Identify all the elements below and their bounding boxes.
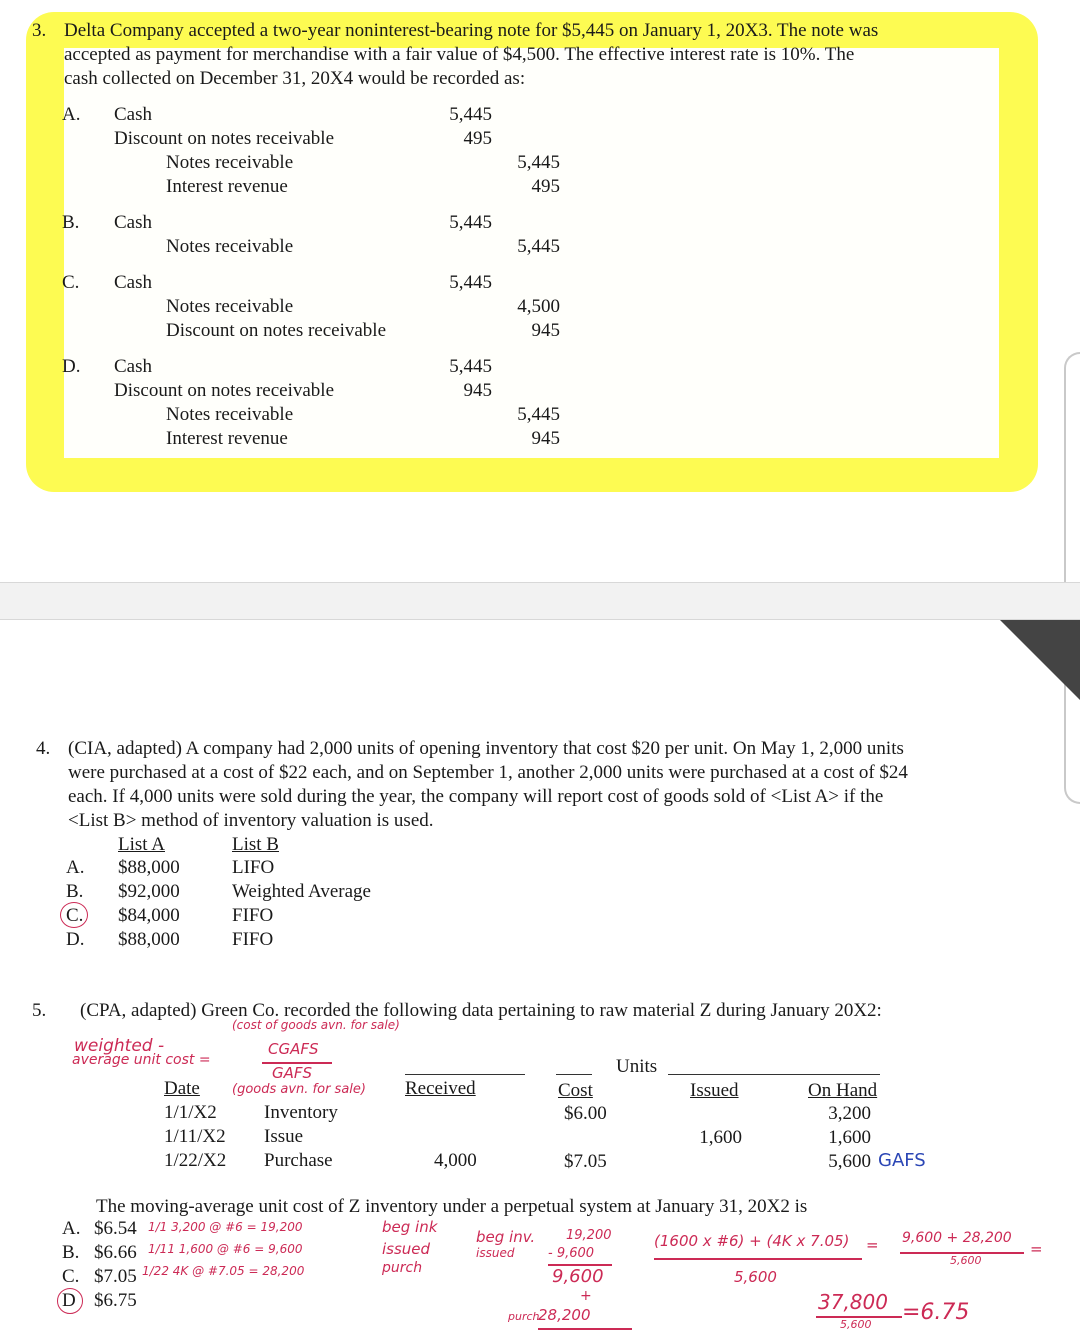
note-cgafs: (cost of goods avn. for sale) [232,1018,400,1032]
q5-r3-desc: Purchase [264,1150,333,1171]
q5-line1: (CPA, adapted) Green Co. recorded the following data pertaining to raw material Z during January 20X2: [80,1000,882,1021]
formula-bar [654,1258,862,1260]
q3-b-letter: B. [62,212,80,233]
q4-c-value: $84,000 [118,905,180,926]
result: 37,800 [818,1290,888,1314]
label-purch-2: purch [508,1310,540,1323]
q5-r2-issued: 1,600 [699,1127,742,1148]
note-gafs-den: GAFS [272,1064,313,1082]
q3-a-d2: 495 [463,128,492,149]
q3-d-d2: 945 [463,380,492,401]
q4-b-letter: B. [66,881,84,902]
q5-c-value: $7.05 [94,1266,137,1287]
note-weighted: weighted - [74,1036,165,1056]
q5-r3-date: 1/22/X2 [164,1150,227,1171]
q3-d-d1: 5,445 [449,356,492,377]
calc-row-1: 1/1 3,200 @ #6 = 19,200 [148,1220,303,1234]
page-separator [0,582,1080,620]
formula-den: 5,600 [734,1268,777,1286]
q5-r2-desc: Issue [264,1126,304,1147]
label-purch: purch [382,1260,423,1276]
q5-r1-date: 1/1/X2 [164,1102,217,1123]
q5-question: The moving-average unit cost of Z inventory under a perpetual system at January 31, 20X2 is [96,1196,808,1217]
q4-a-method: LIFO [232,857,275,878]
q3-c-c3: 945 [531,320,560,341]
q4-number: 4. [36,738,51,759]
q3-c-c2: 4,500 [517,296,560,317]
q3-d-r1: Cash [114,356,152,377]
q4-b-value: $92,000 [118,881,180,902]
units-rule-left [556,1074,592,1075]
q4-a-value: $88,000 [118,857,180,878]
q5-r3-cost: $7.05 [564,1151,607,1172]
q5-h-date: Date [164,1078,200,1099]
q3-line2: accepted as payment for merchandise with a fair value of $4,500. The effective interest rate is 10%. The [64,44,855,65]
scrollbar[interactable] [1064,352,1080,804]
q4-line2: were purchased at a cost of $22 each, and on September 1, another 2,000 units were purchased at a cost of $24 [68,762,908,783]
page-corner [1000,620,1080,700]
q3-a-letter: A. [62,104,81,125]
q4-c-method: FIFO [232,905,274,926]
q3-c-r2: Notes receivable [166,296,294,317]
calc-v3: 9,600 [552,1266,604,1287]
final-answer: =6.75 [902,1300,970,1325]
label-issued-2: issued [476,1246,515,1260]
q4-d-method: FIFO [232,929,274,950]
q4-head-b: List B [232,834,279,855]
q3-c-r3: Discount on notes receivable [166,320,387,341]
q4-a-letter: A. [66,857,85,878]
formula-2-eq: = [1030,1240,1043,1258]
q5-a-value: $6.54 [94,1218,137,1239]
q3-a-r4: Interest revenue [166,176,288,197]
q3-line1: Delta Company accepted a two-year noninterest-bearing note for $5,445 on January 1, 20X3. The note was [64,20,879,41]
q4-d-letter: D. [66,929,85,950]
q3-c-letter: C. [62,272,80,293]
q5-b-letter: B. [62,1242,80,1263]
label-beg-inv: beg inv. [476,1228,536,1246]
result-den: 5,600 [840,1318,872,1331]
q5-c-letter: C. [62,1266,80,1287]
q5-h-received: Received [405,1078,476,1099]
q5-a-letter: A. [62,1218,81,1239]
formula-2-den: 5,600 [950,1254,982,1267]
q3-line3: cash collected on December 31, 20X4 would be recorded as: [64,68,526,89]
note-gafs-tag: GAFS [878,1150,926,1171]
q5-r1-desc: Inventory [264,1102,338,1123]
q3-d-c4: 945 [531,428,560,449]
formula-2: 9,600 + 28,200 [902,1230,1012,1246]
units-rule-mid [405,1074,525,1075]
q3-a-d1: 5,445 [449,104,492,125]
q5-r1-onhand: 3,200 [828,1103,871,1124]
note-cgafs-num: CGAFS [268,1040,319,1058]
q3-a-r1: Cash [114,104,152,125]
q3-a-c4: 495 [531,176,560,197]
calc-rule-2 [538,1328,632,1330]
calc-v1: 19,200 [566,1228,612,1243]
q4-line4: <List B> method of inventory valuation is used. [68,810,434,831]
q3-d-r4: Interest revenue [166,428,288,449]
calc-row-2: 1/11 1,600 @ #6 = 9,600 [148,1242,303,1256]
formula-eq: = [866,1236,879,1254]
q4-head-a: List A [118,834,165,855]
q4-c-letter: C. [66,905,84,926]
q5-h-issued: Issued [690,1080,739,1101]
q5-b-value: $6.66 [94,1242,137,1263]
q3-a-c3: 5,445 [517,152,560,173]
formula: (1600 x #6) + (4K x 7.05) [654,1232,850,1250]
q5-d-letter: D [62,1290,76,1311]
note-gafs: (goods avn. for sale) [232,1082,366,1097]
note-avg-cost: average unit cost = [72,1052,211,1068]
q4-b-method: Weighted Average [232,881,371,902]
calc-v2: - 9,600 [548,1246,595,1261]
q3-d-r3: Notes receivable [166,404,294,425]
q3-d-letter: D. [62,356,81,377]
q4-line3: each. If 4,000 units were sold during the year, the company will report cost of goods sold of <List A> if the [68,786,884,807]
q4-d-value: $88,000 [118,929,180,950]
q3-b-d1: 5,445 [449,212,492,233]
q3-c-d1: 5,445 [449,272,492,293]
calc-v4: 28,200 [538,1306,591,1324]
q3-a-r2: Discount on notes receivable [114,128,335,149]
q5-d-value: $6.75 [94,1290,137,1311]
q5-r3-onhand: 5,600 [828,1151,871,1172]
q5-number: 5. [32,1000,47,1021]
calc-row-3: 1/22 4K @ #7.05 = 28,200 [142,1264,305,1278]
q3-d-c3: 5,445 [517,404,560,425]
q5-h-cost: Cost [558,1080,593,1101]
label-issued: issued [382,1240,431,1258]
label-beg: beg ink [382,1218,438,1236]
q4-line1: (CIA, adapted) A company had 2,000 units of opening inventory that cost $20 per unit. On May 1, 2,000 units [68,738,904,759]
q3-b-r2: Notes receivable [166,236,294,257]
q3-number: 3. [32,20,47,41]
q3-d-r2: Discount on notes receivable [114,380,335,401]
q5-r2-date: 1/11/X2 [164,1126,226,1147]
q5-units-label: Units [616,1056,658,1077]
q5-r1-cost: $6.00 [564,1103,607,1124]
q3-b-c2: 5,445 [517,236,560,257]
q3-b-r1: Cash [114,212,152,233]
units-rule-right [668,1074,880,1075]
q5-h-onhand: On Hand [808,1080,878,1101]
q5-r3-received: 4,000 [434,1150,477,1171]
q5-r2-onhand: 1,600 [828,1127,871,1148]
calc-plus: + [580,1288,592,1304]
q3-a-r3: Notes receivable [166,152,294,173]
q3-c-r1: Cash [114,272,152,293]
